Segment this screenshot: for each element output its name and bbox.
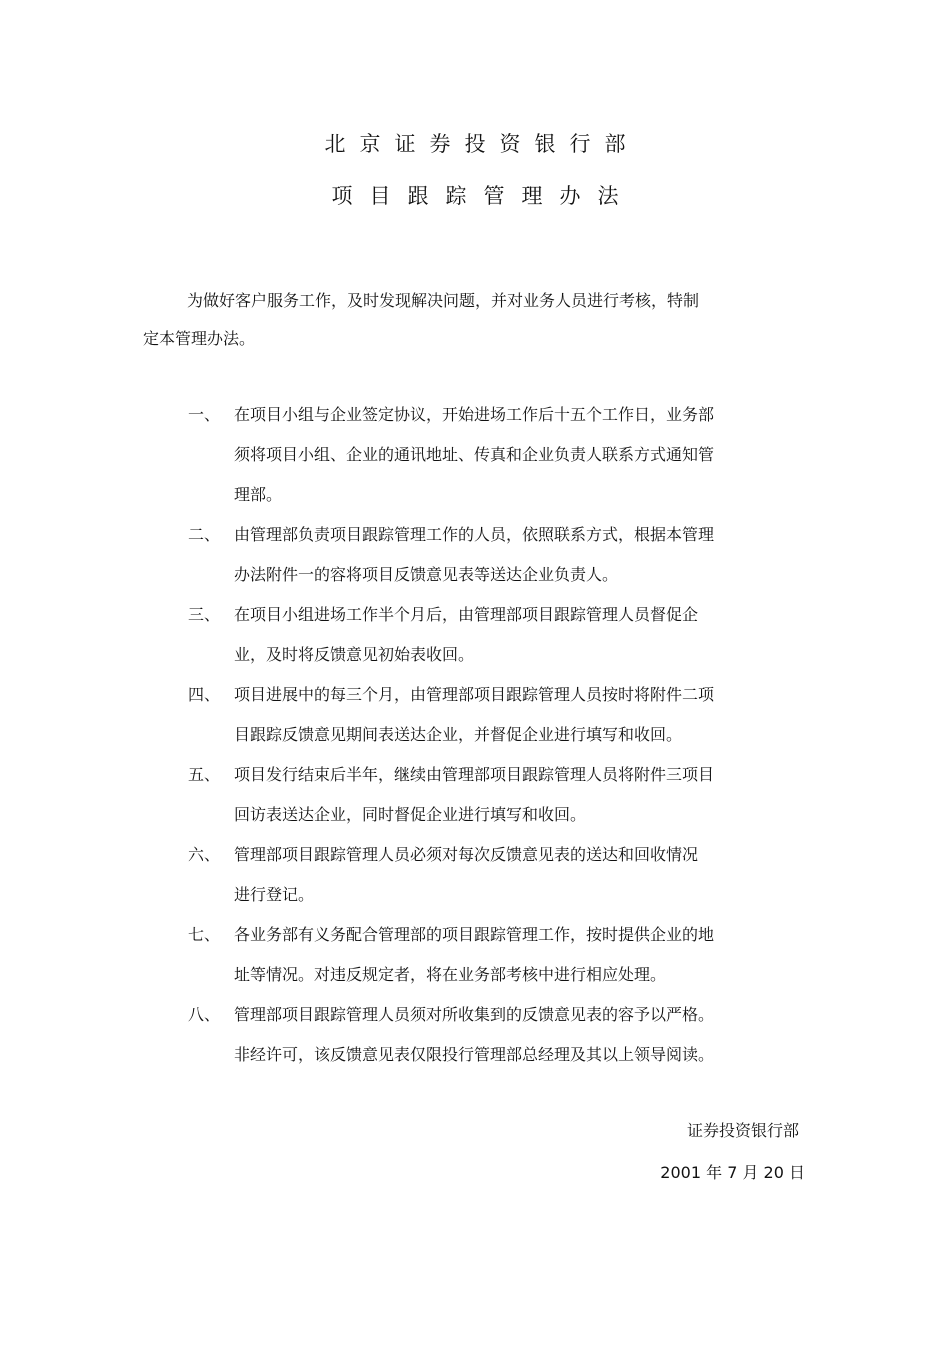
article-line: 目跟踪反馈意见期间表送达企业，并督促企业进行填写和收回。 [234, 725, 683, 744]
article-line: 项目发行结束后半年，继续由管理部项目跟踪管理人员将附件三项目 [234, 765, 715, 784]
article-text [234, 915, 774, 995]
article-item [188, 835, 808, 915]
article-number: 三、 [188, 605, 221, 624]
article-line: 在项目小组进场工作半个月后，由管理部项目跟踪管理人员督促企 [234, 605, 699, 624]
intro-line: 定本管理办法。 [143, 329, 256, 348]
intro-line: 为做好客户服务工作，及时发现解决问题，并对业务人员进行考核，特制 [187, 291, 700, 310]
article-number: 八、 [188, 1005, 221, 1024]
article-line: 进行登记。 [234, 885, 315, 904]
article-text [234, 395, 774, 515]
article-line: 非经许可，该反馈意见表仅限投行管理部总经理及其以上领导阅读。 [234, 1045, 715, 1064]
document-title-organization: 北京证券投资银行部 [324, 132, 640, 156]
article-number: 一、 [188, 405, 221, 424]
article-number: 五、 [188, 765, 221, 784]
article-line: 业，及时将反馈意见初始表收回。 [234, 645, 475, 664]
article-item [188, 755, 808, 835]
article-line: 须将项目小组、企业的通讯地址、传真和企业负责人联系方式通知管 [234, 445, 715, 464]
article-line: 管理部项目跟踪管理人员必须对每次反馈意见表的送达和回收情况 [234, 845, 699, 864]
article-item [188, 595, 808, 675]
article-item [188, 515, 808, 595]
article-line: 址等情况。对违反规定者，将在业务部考核中进行相应处理。 [234, 965, 667, 984]
article-number: 七、 [188, 925, 221, 944]
article-line: 理部。 [234, 485, 283, 504]
article-line: 项目进展中的每三个月，由管理部项目跟踪管理人员按时将附件二项 [234, 685, 715, 704]
article-line: 由管理部负责项目跟踪管理工作的人员，依照联系方式，根据本管理 [234, 525, 715, 544]
signature-department: 证券投资银行部 [686, 1121, 799, 1140]
article-line: 在项目小组与企业签定协议，开始进场工作后十五个工作日，业务部 [234, 405, 715, 424]
article-text [234, 595, 774, 675]
article-item [188, 995, 808, 1075]
intro-paragraph [143, 282, 783, 358]
article-item [188, 395, 808, 515]
article-text [234, 755, 774, 835]
article-line: 办法附件一的容将项目反馈意见表等送达企业负责人。 [234, 565, 619, 584]
article-item [188, 675, 808, 755]
article-number: 六、 [188, 845, 221, 864]
article-item [188, 915, 808, 995]
article-line: 各业务部有义务配合管理部的项目跟踪管理工作，按时提供企业的地 [234, 925, 715, 944]
article-text [234, 515, 774, 595]
article-list [188, 395, 808, 1075]
article-text [234, 675, 774, 755]
signature-date: 2001 年 7 月 20 日 [660, 1163, 805, 1182]
article-line: 回访表送达企业，同时督促企业进行填写和收回。 [234, 805, 587, 824]
article-number: 二、 [188, 525, 221, 544]
document-title-subject: 项目跟踪管理办法 [331, 184, 636, 208]
article-text [234, 835, 774, 915]
article-number: 四、 [188, 685, 221, 704]
article-text [234, 995, 774, 1075]
article-line: 管理部项目跟踪管理人员须对所收集到的反馈意见表的容予以严格。 [234, 1005, 715, 1024]
